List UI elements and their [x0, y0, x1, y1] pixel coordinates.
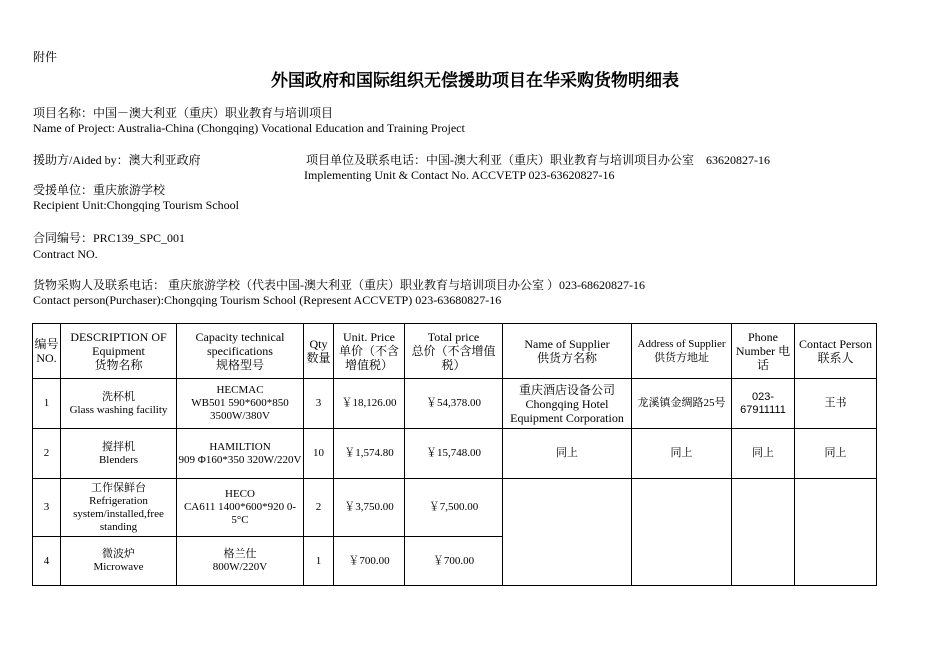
row-total-price: ￥7,500.00 [405, 479, 503, 537]
attachment-label: 附件 [33, 50, 58, 64]
recipient-unit-cn: 受援单位：重庆旅游学校 [33, 183, 166, 197]
document-title: 外国政府和国际组织无偿援助项目在华采购货物明细表 [271, 71, 679, 91]
header-phone: Phone Number 电 话 [732, 324, 795, 379]
row-unit-price: ￥700.00 [334, 537, 405, 586]
row-supplier-name [503, 479, 632, 537]
row-contact-person [795, 537, 877, 586]
row-supplier-address [632, 479, 732, 537]
header-unit-price: Unit. Price 单价（不含 增值税） [334, 324, 405, 379]
implementing-unit-cn: 项目单位及联系电话：中国-澳大利亚（重庆）职业教育与培训项目办公室 63620827-16 [306, 153, 770, 167]
row-qty: 10 [304, 429, 334, 479]
row-contact-person: 同上 [795, 429, 877, 479]
row-supplier-name [503, 537, 632, 586]
row-supplier-address: 同上 [632, 429, 732, 479]
header-total-price: Total price 总价（不含增值 税） [405, 324, 503, 379]
table-row [33, 479, 877, 537]
recipient-unit-en: Recipient Unit:Chongqing Tourism School [33, 198, 239, 212]
row-no: 3 [33, 479, 61, 537]
row-total-price: ￥700.00 [405, 537, 503, 586]
header-description: DESCRIPTION OF Equipment 货物名称 [61, 324, 177, 379]
header-qty: Qty 数量 [304, 324, 334, 379]
row-description: 搅拌机 Blenders [61, 429, 177, 479]
row-qty: 2 [304, 479, 334, 537]
row-contact-person: 王书 [795, 379, 877, 429]
table-row [33, 379, 877, 429]
row-supplier-name: 重庆酒店设备公司 Chongqing Hotel Equipment Corporation [503, 379, 632, 429]
row-unit-price: ￥3,750.00 [334, 479, 405, 537]
row-description: 洗杯机 Glass washing facility [61, 379, 177, 429]
row-supplier-address: 龙溪镇金绸路25号 [632, 379, 732, 429]
row-phone [732, 479, 795, 537]
row-phone: 023- 67911111 [732, 379, 795, 429]
row-specifications: HECMAC WB501 590*600*850 3500W/380V [177, 379, 304, 429]
row-unit-price: ￥1,574.80 [334, 429, 405, 479]
row-specifications: HAMILTION 909 Φ160*350 320W/220V [177, 429, 304, 479]
row-no: 4 [33, 537, 61, 586]
header-supplier-name: Name of Supplier 供货方名称 [503, 324, 632, 379]
header-specifications: Capacity technical specifications 规格型号 [177, 324, 304, 379]
project-name-en: Name of Project: Australia-China (Chongqing) Vocational Education and Training Project [33, 121, 465, 135]
project-name-cn: 项目名称：中国－澳大利亚（重庆）职业教育与培训项目 [33, 106, 334, 120]
header-no: 编号 NO. [33, 324, 61, 379]
row-total-price: ￥15,748.00 [405, 429, 503, 479]
aided-by: 援助方/Aided by：澳大利亚政府 [33, 153, 201, 167]
implementing-unit-en: Implementing Unit & Contact No. ACCVETP 023-63620827-16 [304, 168, 615, 182]
goods-table [32, 323, 877, 586]
table-row [33, 429, 877, 479]
row-description: 微波炉 Microwave [61, 537, 177, 586]
row-specifications: 格兰仕 800W/220V [177, 537, 304, 586]
row-no: 1 [33, 379, 61, 429]
contract-number-en: Contract NO. [33, 247, 98, 261]
row-description: 工作保鲜台 Refrigeration system/installed,free standing [61, 479, 177, 537]
row-no: 2 [33, 429, 61, 479]
row-phone: 同上 [732, 429, 795, 479]
row-phone [732, 537, 795, 586]
row-unit-price: ￥18,126.00 [334, 379, 405, 429]
purchaser-cn: 货物采购人及联系电话： 重庆旅游学校（代表中国-澳大利亚（重庆）职业教育与培训项目办公室 ）023-68620827-16 [33, 278, 645, 292]
row-supplier-address [632, 537, 732, 586]
row-supplier-name: 同上 [503, 429, 632, 479]
header-contact-person: Contact Person 联系人 [795, 324, 877, 379]
row-qty: 3 [304, 379, 334, 429]
row-qty: 1 [304, 537, 334, 586]
row-contact-person [795, 479, 877, 537]
row-total-price: ￥54,378.00 [405, 379, 503, 429]
row-specifications: HECO CA611 1400*600*920 0- 5°C [177, 479, 304, 537]
header-supplier-address: Address of Supplier 供货方地址 [632, 324, 732, 379]
table-header-row [33, 324, 877, 379]
table-row [33, 537, 877, 586]
contract-number-cn: 合同编号：PRC139_SPC_001 [33, 231, 186, 245]
purchaser-en: Contact person(Purchaser):Chongqing Tourism School (Represent ACCVETP) 023-63680827-16 [33, 293, 502, 307]
